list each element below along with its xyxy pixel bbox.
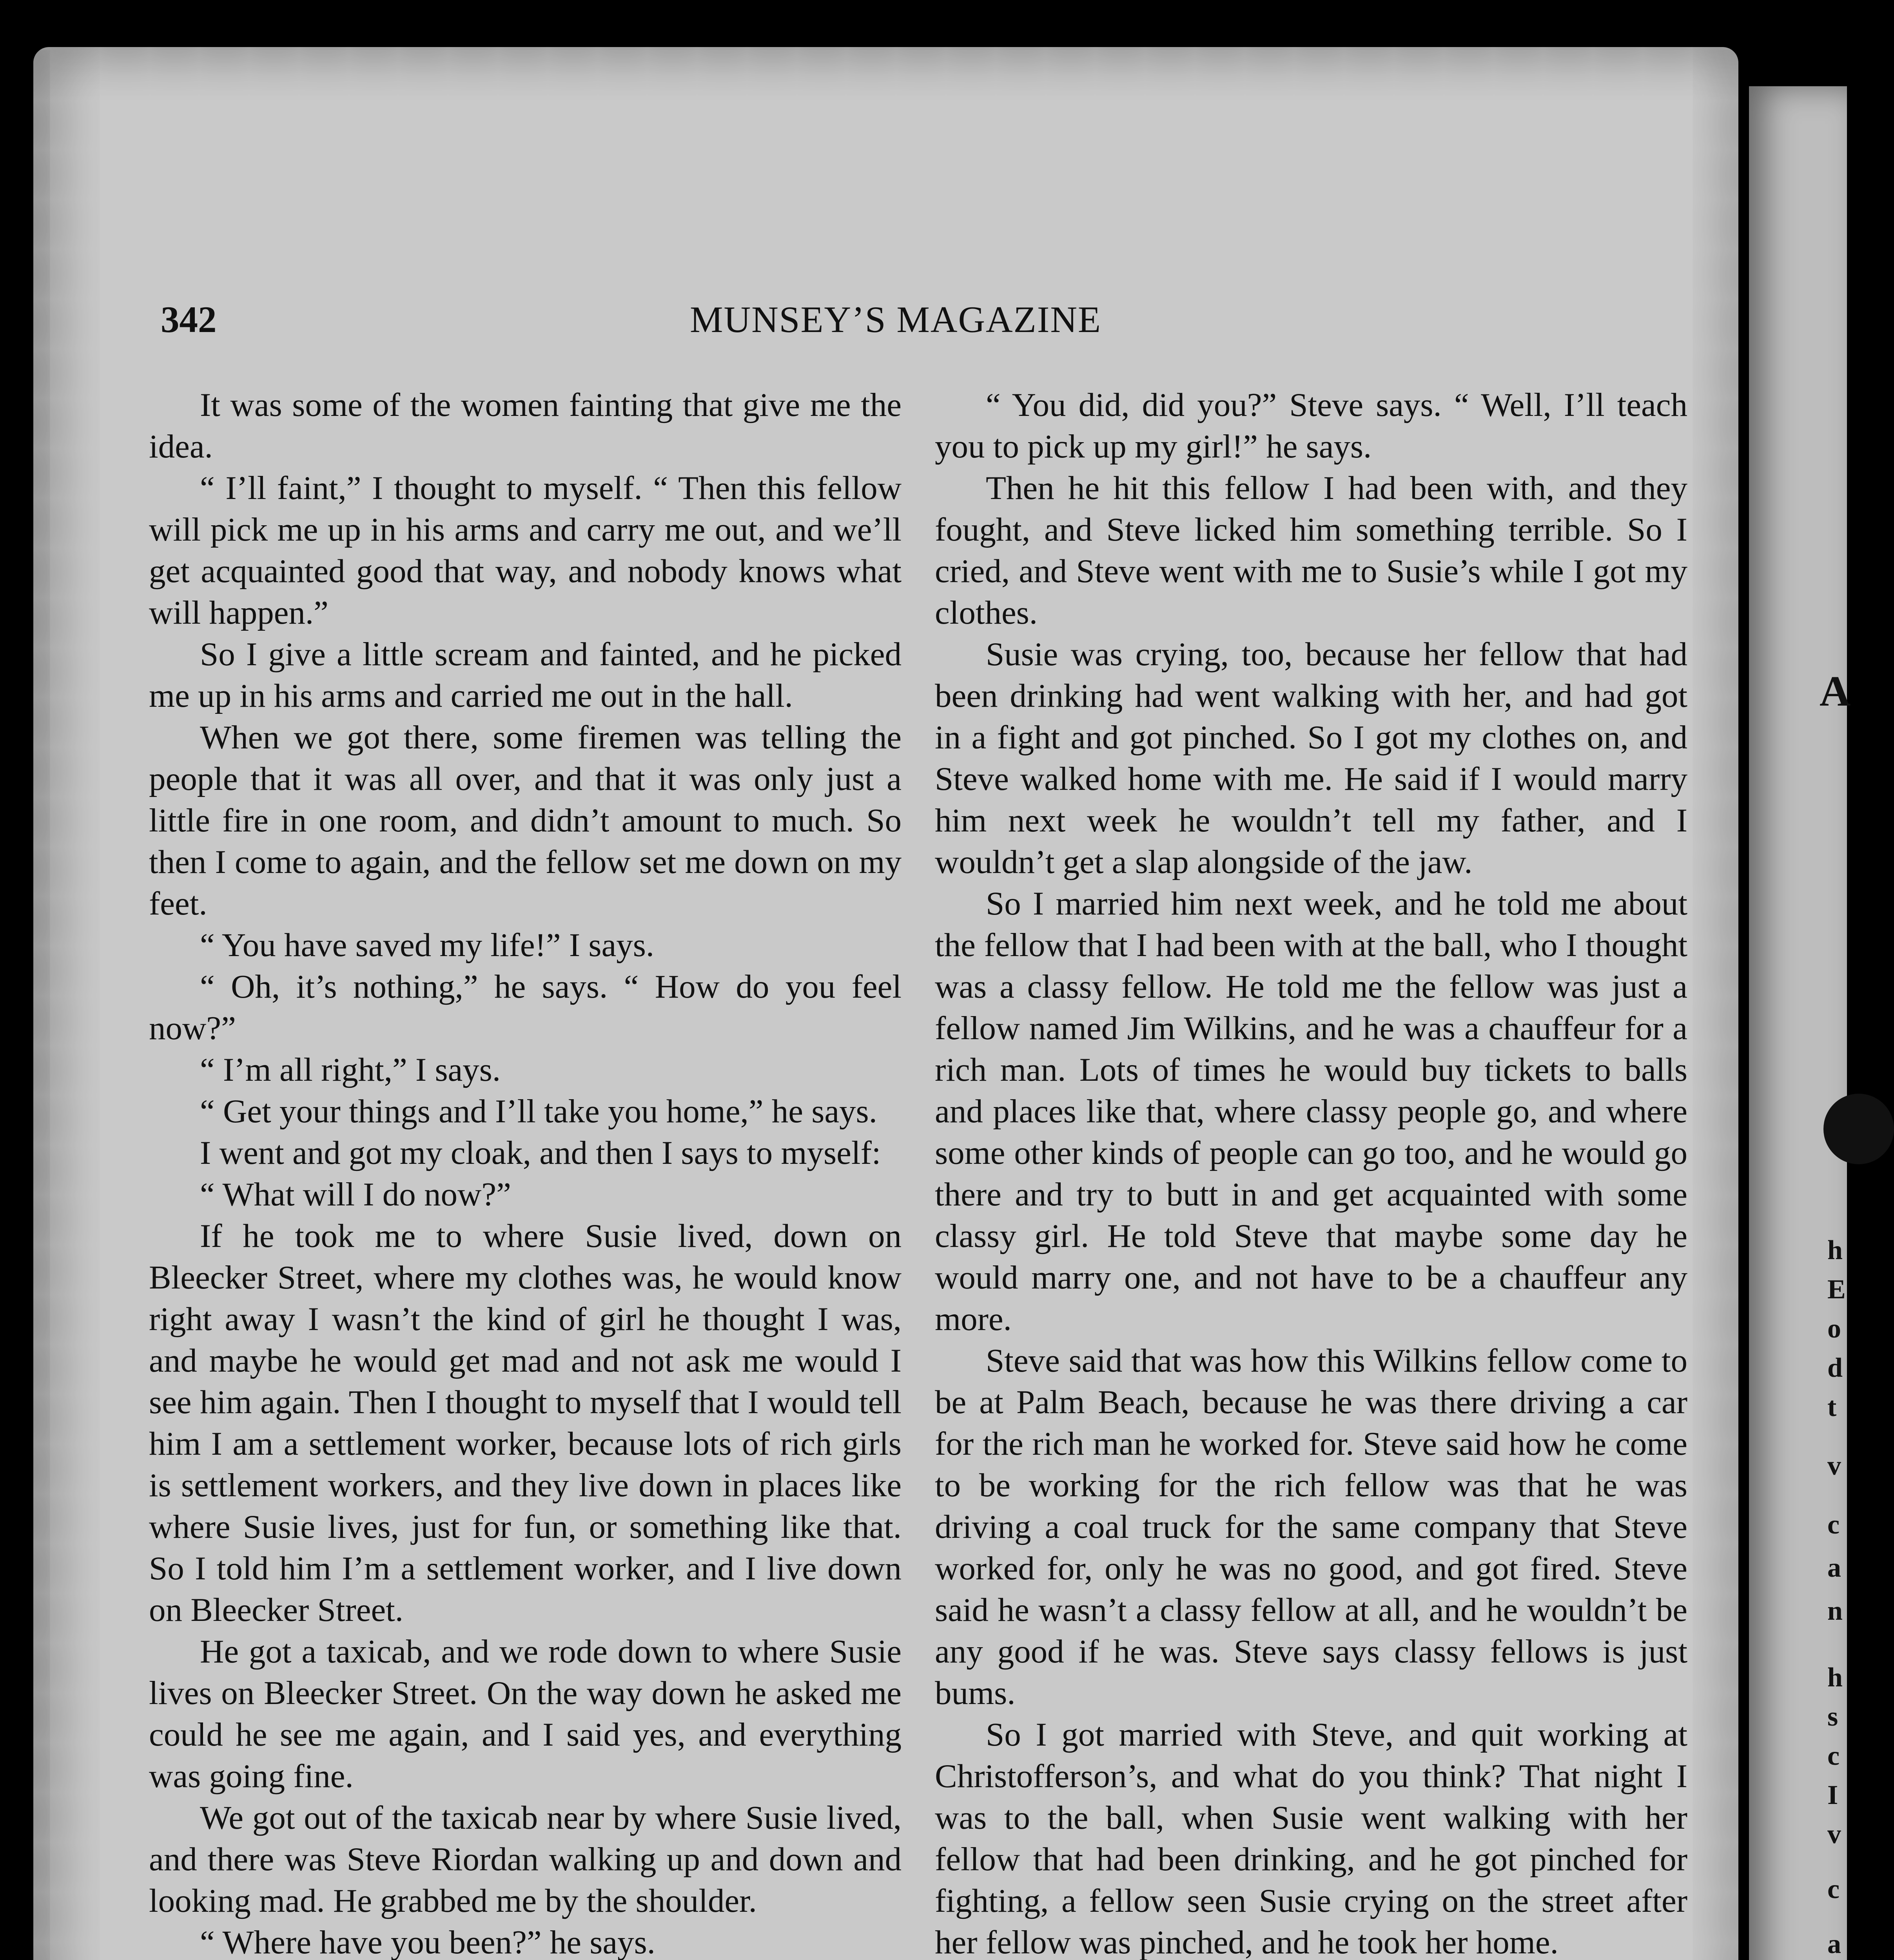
adjacent-page-ornament [1823, 1094, 1894, 1164]
page-header [161, 298, 1168, 345]
paragraph: “ You have saved my life!” I says. [200, 927, 655, 964]
paragraph: Then he hit this fellow I had been with, and they fought, and Steve licked him something terrible. So I cried, and Steve went with me to Susie’s while I got my clothes. [935, 470, 1687, 631]
page-number: 342 [161, 299, 217, 340]
paragraph: So I got married with Steve, and quit working at Christofferson’s, and what do you think? That night I was to the ball, when Susie went walking with her fellow that had been drinking, and he got pinched for fighting, a fellow seen Susie crying on the street after her fellow was pinched, and he took her home. [935, 1716, 1687, 1960]
adjacent-page-letter: c [1827, 1510, 1840, 1540]
paragraph: “ You did, did you?” Steve says. “ Well, I’ll teach you to pick up my girl!” he says. [935, 387, 1687, 465]
paragraph: “ Where have you been?” he says. [200, 1924, 655, 1960]
adjacent-page-letter: s [1827, 1702, 1838, 1732]
adjacent-page-letter: A [1820, 667, 1851, 715]
adjacent-page-letter: h [1827, 1662, 1843, 1693]
adjacent-page-letter: E [1827, 1274, 1846, 1305]
adjacent-page-letter: I [1827, 1780, 1838, 1810]
adjacent-page-letter: v [1827, 1451, 1841, 1481]
adjacent-page-letter: a [1827, 1929, 1841, 1959]
paragraph: “ I’ll faint,” I thought to myself. “ Then this fellow will pick me up in his arms and carry me out, and we’ll get acquainted good that way, and nobody knows what will happen.” [149, 470, 902, 631]
adjacent-page-letter: h [1827, 1235, 1843, 1265]
paragraph: So I married him next week, and he told me about the fellow that I had been with at the ball, who I thought was a classy fellow. He told me the fellow was just a fellow named Jim Wilkins, and he was a chauffeur for a rich man. Lots of times he would buy tickets to balls and places like that, where classy people go, and where some other kinds of people can go too, and he would go there and try to butt in and get acquainted with some classy girl. He told Steve that maybe some day he would marry one, and not have to be a chauffeur any more. [935, 885, 1687, 1338]
adjacent-page-letter: a [1827, 1553, 1841, 1583]
paragraph: “ Get your things and I’ll take you home,” he says. [200, 1093, 877, 1130]
paragraph: It was some of the women fainting that give me the idea. [149, 387, 902, 465]
adjacent-page-edge [1749, 86, 1851, 1960]
paragraph: If he took me to where Susie lived, down on Bleecker Street, where my clothes was, he would know right away I wasn’t the kind of girl he thought I was, and maybe he would get mad and not ask me would I see him again. Then I thought to myself that I would tell him I am a settlement worker, because lots of rich girls is settlement workers, and they live down in places like where Susie lives, just for fun, or something like that. So I told him I’m a settlement worker, and I live down on Bleecker Street. [149, 1218, 902, 1628]
adjacent-page-letter: v [1827, 1819, 1841, 1849]
paragraph: I went and got my cloak, and then I says to myself: [200, 1134, 881, 1171]
adjacent-page-letter: t [1827, 1392, 1837, 1422]
paragraph: We got out of the taxicab near by where Susie lived, and there was Steve Riordan walking up and down and looking mad. He grabbed me by the shoulder. [149, 1799, 902, 1919]
text-column-left [149, 384, 902, 1960]
paragraph: Susie was crying, too, because her fellow that had been drinking had went walking with her, and had got in a fight and got pinched. So I got my clothes on, and Steve walked home with me. He said if I would marry him next week he wouldn’t tell my father, and I wouldn’t get a slap alongside of the jaw. [935, 636, 1687, 880]
paragraph: So I give a little scream and fainted, and he picked me up in his arms and carried me out in the hall. [149, 636, 902, 714]
paragraph: “ I’m all right,” I says. [200, 1051, 501, 1088]
paragraph: Steve said that was how this Wilkins fellow come to be at Palm Beach, because he was there driving a car for the rich man he worked for. Steve said how he come to be working for the rich fellow was that he was driving a coal truck for the same company that Steve worked for, only he was no good, and got fired. Steve said he wasn’t a classy fellow at all, and he wouldn’t be any good if he was. Steve says classy fellows is just bums. [935, 1342, 1687, 1711]
paragraph: He got a taxicab, and we rode down to where Susie lives on Bleecker Street. On the way down he asked me could he see me again, and I said yes, and everything was going fine. [149, 1633, 902, 1795]
adjacent-page-letter: c [1827, 1874, 1840, 1904]
adjacent-page-letter: o [1827, 1314, 1841, 1344]
paragraph: When we got there, some firemen was telling the people that it was all over, and that it was only just a little fire in one room, and didn’t amount to much. So then I come to again, and the fellow set me down on my feet. [149, 719, 902, 922]
adjacent-page-letter: c [1827, 1741, 1840, 1771]
adjacent-page-letter: n [1827, 1596, 1843, 1626]
running-head: MUNSEY’S MAGAZINE [690, 299, 1101, 340]
text-column-right [935, 384, 1687, 1960]
paragraph: “ Oh, it’s nothing,” he says. “ How do you feel now?” [149, 968, 902, 1047]
paragraph: “ What will I do now?” [200, 1176, 511, 1213]
adjacent-page-letter: d [1827, 1353, 1843, 1383]
